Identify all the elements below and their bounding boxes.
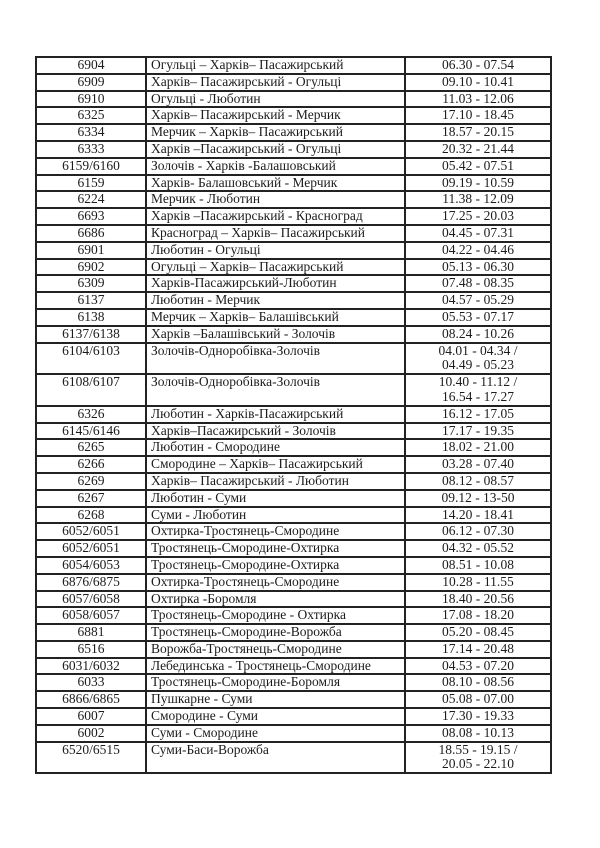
- route-cell: Тростянець-Смородине-Боромля: [146, 674, 405, 691]
- time-cell: 04.53 - 07.20: [405, 658, 551, 675]
- table-row: [36, 191, 551, 208]
- time-cell: 14.20 - 18.41: [405, 507, 551, 524]
- route-cell: Охтирка-Тростянець-Смородине: [146, 523, 405, 540]
- train-number-cell: 6007: [36, 708, 146, 725]
- table-row: [36, 124, 551, 141]
- route-cell: Лебединська - Тростянець-Смородине: [146, 658, 405, 675]
- train-number-cell: 6033: [36, 674, 146, 691]
- time-cell: 06.30 - 07.54: [405, 57, 551, 74]
- time-cell: 17.08 - 18.20: [405, 607, 551, 624]
- train-number-cell: 6031/6032: [36, 658, 146, 675]
- route-cell: Люботин - Огульці: [146, 242, 405, 259]
- table-row: [36, 507, 551, 524]
- table-row: [36, 259, 551, 276]
- table-row: [36, 574, 551, 591]
- route-cell: Охтирка -Боромля: [146, 591, 405, 608]
- route-cell: Мерчик – Харків– Балашівський: [146, 309, 405, 326]
- time-cell: 05.53 - 07.17: [405, 309, 551, 326]
- table-row: [36, 374, 551, 406]
- table-row: [36, 309, 551, 326]
- route-cell: Харків– Пасажирський - Мерчик: [146, 107, 405, 124]
- route-cell: Харків –Пасажирський - Огульці: [146, 141, 405, 158]
- table-row: [36, 490, 551, 507]
- time-cell: 20.32 - 21.44: [405, 141, 551, 158]
- route-cell: Красноград – Харків– Пасажирський: [146, 225, 405, 242]
- table-row: [36, 242, 551, 259]
- route-cell: Люботин - Смородине: [146, 439, 405, 456]
- train-number-cell: 6901: [36, 242, 146, 259]
- time-cell: 04.22 - 04.46: [405, 242, 551, 259]
- train-number-cell: 6326: [36, 406, 146, 423]
- route-cell: Суми-Баси-Ворожба: [146, 742, 405, 774]
- route-cell: Золочів - Харків -Балашовський: [146, 158, 405, 175]
- route-cell: Харків– Пасажирський - Люботин: [146, 473, 405, 490]
- time-cell: 05.20 - 08.45: [405, 624, 551, 641]
- table-row: [36, 208, 551, 225]
- route-cell: Тростянець-Смородине-Охтирка: [146, 557, 405, 574]
- route-cell: Харків-Пасажирський-Люботин: [146, 275, 405, 292]
- route-cell: Суми - Люботин: [146, 507, 405, 524]
- table-row: [36, 406, 551, 423]
- time-cell: 09.19 - 10.59: [405, 175, 551, 192]
- table-row: [36, 624, 551, 641]
- table-row: [36, 708, 551, 725]
- train-number-cell: 6516: [36, 641, 146, 658]
- time-cell: 08.10 - 08.56: [405, 674, 551, 691]
- time-cell: 04.01 - 04.34 / 04.49 - 05.23: [405, 343, 551, 375]
- time-cell: 17.30 - 19.33: [405, 708, 551, 725]
- table-row: [36, 658, 551, 675]
- table-row: [36, 439, 551, 456]
- time-cell: 18.57 - 20.15: [405, 124, 551, 141]
- table-row: [36, 225, 551, 242]
- train-number-cell: 6108/6107: [36, 374, 146, 406]
- route-cell: Пушкарне - Суми: [146, 691, 405, 708]
- train-number-cell: 6325: [36, 107, 146, 124]
- train-number-cell: 6693: [36, 208, 146, 225]
- table-row: [36, 158, 551, 175]
- train-number-cell: 6267: [36, 490, 146, 507]
- table-row: [36, 742, 551, 774]
- time-cell: 18.02 - 21.00: [405, 439, 551, 456]
- time-cell: 11.03 - 12.06: [405, 91, 551, 108]
- route-cell: Тростянець-Смородине-Охтирка: [146, 540, 405, 557]
- route-cell: Золочів-Одноробівка-Золочів: [146, 343, 405, 375]
- table-row: [36, 141, 551, 158]
- table-row: [36, 175, 551, 192]
- table-row: [36, 557, 551, 574]
- time-cell: 17.25 - 20.03: [405, 208, 551, 225]
- time-cell: 17.10 - 18.45: [405, 107, 551, 124]
- time-cell: 16.12 - 17.05: [405, 406, 551, 423]
- train-number-cell: 6266: [36, 456, 146, 473]
- train-number-cell: 6902: [36, 259, 146, 276]
- route-cell: Тростянець-Смородине-Ворожба: [146, 624, 405, 641]
- table-row: [36, 641, 551, 658]
- route-cell: Огульці - Люботин: [146, 91, 405, 108]
- table-row: [36, 473, 551, 490]
- time-cell: 04.57 - 05.29: [405, 292, 551, 309]
- route-cell: Ворожба-Тростянець-Смородине: [146, 641, 405, 658]
- table-row: [36, 57, 551, 74]
- time-cell: 09.12 - 13-50: [405, 490, 551, 507]
- time-cell: 18.55 - 19.15 / 20.05 - 22.10: [405, 742, 551, 774]
- train-number-cell: 6052/6051: [36, 523, 146, 540]
- time-cell: 08.24 - 10.26: [405, 326, 551, 343]
- route-cell: Харків–Пасажирський - Золочів: [146, 423, 405, 440]
- table-row: [36, 107, 551, 124]
- time-cell: 07.48 - 08.35: [405, 275, 551, 292]
- time-cell: 06.12 - 07.30: [405, 523, 551, 540]
- route-cell: Люботин - Суми: [146, 490, 405, 507]
- time-cell: 18.40 - 20.56: [405, 591, 551, 608]
- route-cell: Харків –Балашівський - Золочів: [146, 326, 405, 343]
- train-number-cell: 6334: [36, 124, 146, 141]
- table-row: [36, 725, 551, 742]
- train-number-cell: 6145/6146: [36, 423, 146, 440]
- route-cell: Смородине – Харків– Пасажирський: [146, 456, 405, 473]
- train-number-cell: 6054/6053: [36, 557, 146, 574]
- table-row: [36, 691, 551, 708]
- route-cell: Люботин - Харків-Пасажирський: [146, 406, 405, 423]
- route-cell: Харків –Пасажирський - Красноград: [146, 208, 405, 225]
- train-number-cell: 6104/6103: [36, 343, 146, 375]
- route-cell: Суми - Смородине: [146, 725, 405, 742]
- table-row: [36, 456, 551, 473]
- time-cell: 05.13 - 06.30: [405, 259, 551, 276]
- table-row: [36, 91, 551, 108]
- table-row: [36, 607, 551, 624]
- train-number-cell: 6333: [36, 141, 146, 158]
- route-cell: Люботин - Мерчик: [146, 292, 405, 309]
- train-number-cell: 6269: [36, 473, 146, 490]
- table-row: [36, 74, 551, 91]
- time-cell: 08.51 - 10.08: [405, 557, 551, 574]
- route-cell: Огульці – Харків– Пасажирський: [146, 259, 405, 276]
- train-number-cell: 6265: [36, 439, 146, 456]
- route-cell: Огульці – Харків– Пасажирський: [146, 57, 405, 74]
- time-cell: 17.17 - 19.35: [405, 423, 551, 440]
- train-number-cell: 6057/6058: [36, 591, 146, 608]
- train-number-cell: 6909: [36, 74, 146, 91]
- time-cell: 05.42 - 07.51: [405, 158, 551, 175]
- time-cell: 04.45 - 07.31: [405, 225, 551, 242]
- route-cell: Смородине - Суми: [146, 708, 405, 725]
- train-number-cell: 6002: [36, 725, 146, 742]
- route-cell: Мерчик – Харків– Пасажирський: [146, 124, 405, 141]
- train-number-cell: 6876/6875: [36, 574, 146, 591]
- train-number-cell: 6224: [36, 191, 146, 208]
- table-row: [36, 343, 551, 375]
- train-number-cell: 6520/6515: [36, 742, 146, 774]
- table-row: [36, 423, 551, 440]
- train-number-cell: 6881: [36, 624, 146, 641]
- train-number-cell: 6686: [36, 225, 146, 242]
- table-row: [36, 326, 551, 343]
- train-number-cell: 6309: [36, 275, 146, 292]
- route-cell: Охтирка-Тростянець-Смородине: [146, 574, 405, 591]
- train-number-cell: 6058/6057: [36, 607, 146, 624]
- time-cell: 08.08 - 10.13: [405, 725, 551, 742]
- train-number-cell: 6910: [36, 91, 146, 108]
- time-cell: 03.28 - 07.40: [405, 456, 551, 473]
- time-cell: 04.32 - 05.52: [405, 540, 551, 557]
- train-number-cell: 6138: [36, 309, 146, 326]
- train-number-cell: 6137: [36, 292, 146, 309]
- train-number-cell: 6268: [36, 507, 146, 524]
- time-cell: 10.28 - 11.55: [405, 574, 551, 591]
- route-cell: Золочів-Одноробівка-Золочів: [146, 374, 405, 406]
- route-cell: Харків- Балашовський - Мерчик: [146, 175, 405, 192]
- table-row: [36, 275, 551, 292]
- route-cell: Тростянець-Смородине - Охтирка: [146, 607, 405, 624]
- table-row: [36, 591, 551, 608]
- route-cell: Харків– Пасажирський - Огульці: [146, 74, 405, 91]
- train-schedule-table: [35, 56, 552, 774]
- table-row: [36, 674, 551, 691]
- train-number-cell: 6866/6865: [36, 691, 146, 708]
- time-cell: 11.38 - 12.09: [405, 191, 551, 208]
- train-number-cell: 6159/6160: [36, 158, 146, 175]
- time-cell: 17.14 - 20.48: [405, 641, 551, 658]
- route-cell: Мерчик - Люботин: [146, 191, 405, 208]
- time-cell: 09.10 - 10.41: [405, 74, 551, 91]
- table-row: [36, 523, 551, 540]
- train-number-cell: 6052/6051: [36, 540, 146, 557]
- train-number-cell: 6904: [36, 57, 146, 74]
- schedule-table-body: [36, 57, 551, 773]
- train-number-cell: 6137/6138: [36, 326, 146, 343]
- table-row: [36, 540, 551, 557]
- time-cell: 08.12 - 08.57: [405, 473, 551, 490]
- time-cell: 05.08 - 07.00: [405, 691, 551, 708]
- train-number-cell: 6159: [36, 175, 146, 192]
- time-cell: 10.40 - 11.12 / 16.54 - 17.27: [405, 374, 551, 406]
- table-row: [36, 292, 551, 309]
